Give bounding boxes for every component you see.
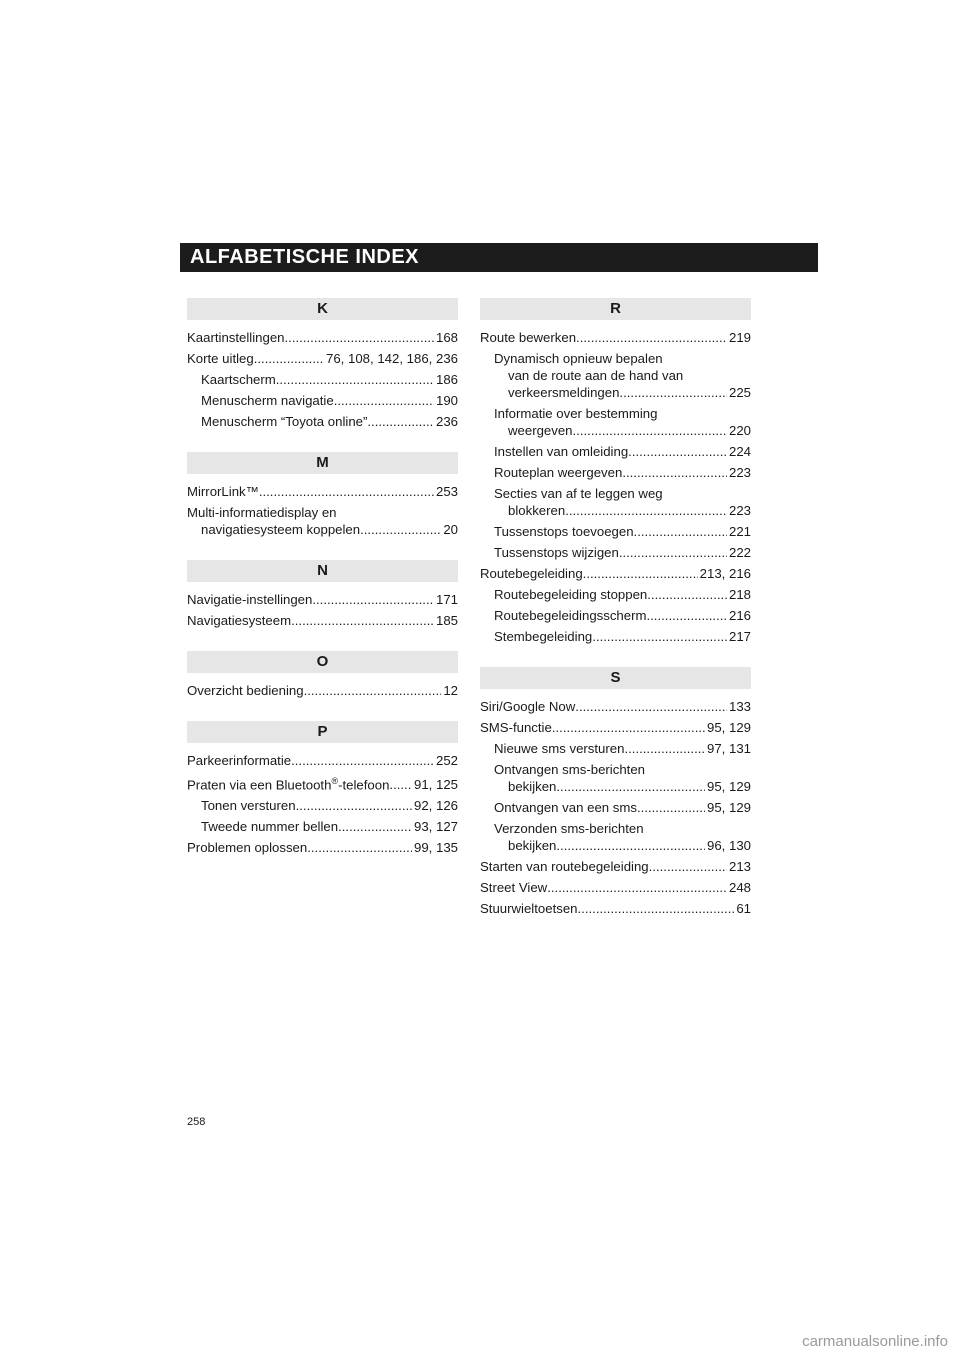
entry-page-ref[interactable]: 93, 127 — [414, 819, 458, 835]
index-entry[interactable] — [187, 371, 458, 388]
entry-page-ref[interactable]: 76, 108, 142, 186, 236 — [326, 351, 458, 366]
entry-label: Problemen oplossen — [187, 840, 308, 856]
entry-page-ref[interactable]: 225 — [728, 385, 751, 400]
index-entry[interactable] — [187, 591, 458, 608]
entry-label: Stuurwieltoetsen — [480, 901, 578, 916]
entry-continuation — [494, 837, 751, 854]
index-entry[interactable] — [480, 586, 751, 603]
entry-label: Verzonden sms-berichten — [494, 821, 644, 836]
entry-label: Route bewerken — [480, 330, 577, 345]
dot-leader — [307, 839, 412, 856]
index-entry[interactable] — [187, 329, 458, 346]
entry-label: Kaartscherm — [201, 372, 276, 387]
entry-continuation — [494, 778, 751, 795]
entry-label: Kaartinstellingen — [187, 330, 285, 345]
index-entry[interactable] — [480, 858, 751, 875]
entry-label-continued: weergeven — [508, 423, 573, 438]
index-section-o — [187, 651, 458, 699]
dot-leader — [624, 740, 705, 757]
entry-label: Menuscherm “Toyota online” — [201, 414, 368, 429]
index-entry[interactable] — [187, 818, 458, 835]
entry-label: Multi-informatiedisplay en — [187, 505, 337, 520]
index-section-n — [187, 560, 458, 629]
entry-label: Routebegeleidingsscherm — [494, 608, 647, 623]
entry-label-continued: blokkeren — [508, 503, 566, 518]
entry-label-continued: van de route aan de hand van — [508, 368, 684, 383]
entry-page-ref[interactable]: 222 — [728, 545, 751, 560]
index-column-left — [187, 298, 458, 878]
index-entry[interactable] — [187, 797, 458, 814]
dot-leader — [565, 502, 727, 519]
entry-page-ref[interactable]: 96, 130 — [707, 838, 751, 853]
entry-page-ref[interactable]: 253 — [435, 484, 458, 499]
dot-leader — [578, 900, 735, 917]
index-entry[interactable] — [187, 682, 458, 699]
entry-page-ref[interactable]: 185 — [435, 613, 458, 628]
section-entries — [187, 483, 458, 538]
index-entry[interactable] — [187, 350, 458, 367]
dot-leader — [649, 858, 727, 875]
entry-page-ref[interactable]: 12 — [443, 683, 458, 698]
dot-leader — [637, 799, 705, 816]
entry-label: Overzicht bediening — [187, 683, 304, 698]
entry-page-ref[interactable]: 92, 126 — [414, 798, 458, 814]
entry-label: Parkeerinformatie — [187, 753, 292, 768]
dot-leader — [367, 413, 434, 430]
dot-leader — [576, 329, 727, 346]
entry-page-ref[interactable]: 224 — [728, 444, 751, 459]
dot-leader — [647, 586, 727, 603]
index-entry[interactable] — [480, 329, 751, 346]
entry-page-ref[interactable]: 95, 129 — [707, 720, 751, 735]
dot-leader — [285, 329, 434, 346]
index-section-p — [187, 721, 458, 856]
dot-leader — [259, 483, 434, 500]
index-entry[interactable] — [480, 900, 751, 917]
entry-page-ref[interactable]: 99, 135 — [414, 840, 458, 856]
entry-page-ref[interactable]: 223 — [728, 503, 751, 518]
dot-leader — [304, 682, 442, 699]
index-entry[interactable] — [480, 405, 751, 439]
index-entry[interactable] — [480, 523, 751, 540]
entry-page-ref[interactable]: 190 — [435, 393, 458, 408]
entry-label: Ontvangen sms-berichten — [494, 762, 645, 777]
entry-page-ref[interactable]: 171 — [435, 592, 458, 607]
dot-leader — [254, 350, 324, 367]
entry-page-ref[interactable]: 91, 125 — [414, 777, 458, 793]
section-letter-header: P — [187, 721, 458, 743]
index-entry[interactable] — [480, 698, 751, 715]
dot-leader — [312, 591, 434, 608]
dot-leader — [619, 384, 727, 401]
entry-label: Praten via een Bluetooth®-telefoon — [187, 776, 390, 793]
entry-label-continued: verkeersmeldingen — [508, 385, 620, 400]
entry-label: Tussenstops wijzigen — [494, 545, 619, 560]
entry-page-ref[interactable]: 20 — [443, 522, 458, 537]
index-entry[interactable] — [480, 607, 751, 624]
section-letter-header: N — [187, 560, 458, 582]
entry-continuation — [494, 502, 751, 519]
entry-label: Starten van routebegeleiding — [480, 859, 649, 874]
entry-label: Instellen van omleiding — [494, 444, 629, 459]
dot-leader — [646, 607, 727, 624]
index-section-k — [187, 298, 458, 430]
section-entries — [187, 752, 458, 856]
index-entry[interactable] — [480, 485, 751, 519]
index-entry[interactable] — [480, 740, 751, 757]
section-entries — [480, 698, 751, 917]
index-entry[interactable] — [480, 544, 751, 561]
index-entry[interactable] — [480, 799, 751, 816]
section-entries — [187, 329, 458, 430]
dot-leader — [573, 422, 727, 439]
dot-leader — [592, 628, 727, 645]
dot-leader — [622, 464, 727, 481]
index-entry[interactable] — [480, 443, 751, 460]
section-letter-header: O — [187, 651, 458, 673]
index-section-m — [187, 452, 458, 538]
index-entry[interactable] — [480, 879, 751, 896]
entry-page-ref[interactable]: 218 — [728, 587, 751, 602]
entry-label: Informatie over bestemming — [494, 406, 658, 421]
entry-label: Routeplan weergeven — [494, 465, 623, 480]
dot-leader — [338, 818, 412, 835]
entry-label: Stembegeleiding — [494, 629, 593, 644]
index-entry[interactable] — [187, 752, 458, 769]
entry-page-ref[interactable]: 220 — [728, 423, 751, 438]
dot-leader — [583, 565, 698, 582]
dot-leader — [552, 719, 705, 736]
index-entry[interactable] — [187, 392, 458, 409]
entry-label: Ontvangen van een sms — [494, 800, 637, 815]
watermark: carmanualsonline.info — [802, 1333, 948, 1350]
entry-label: Korte uitleg — [187, 351, 254, 366]
entry-page-ref[interactable]: 97, 131 — [707, 741, 751, 756]
section-letter-header: K — [187, 298, 458, 320]
entry-label: SMS-functie — [480, 720, 552, 735]
section-letter-header: R — [480, 298, 751, 320]
entry-label: Navigatie-instellingen — [187, 592, 313, 607]
entry-label: Tussenstops toevoegen — [494, 524, 634, 539]
index-entry[interactable] — [187, 839, 458, 856]
entry-label: Routebegeleiding — [480, 566, 583, 581]
entry-page-ref[interactable]: 186 — [435, 372, 458, 387]
entry-page-ref[interactable]: 216 — [728, 608, 751, 623]
dot-leader — [628, 443, 727, 460]
entry-page-ref[interactable]: 221 — [728, 524, 751, 539]
index-column-right — [480, 298, 751, 939]
entry-label-continued: bekijken — [508, 779, 557, 794]
entry-label: Tonen versturen — [201, 798, 296, 814]
entry-label: Nieuwe sms versturen — [494, 741, 625, 756]
entry-label: Siri/Google Now — [480, 699, 576, 714]
index-entry[interactable] — [480, 820, 751, 854]
entry-page-ref[interactable]: 217 — [728, 629, 751, 644]
index-entry[interactable] — [187, 483, 458, 500]
page-number: 258 — [187, 1116, 206, 1128]
entry-continuation — [494, 422, 751, 439]
entry-label: Tweede nummer bellen — [201, 819, 339, 835]
dot-leader — [296, 797, 412, 814]
dot-leader — [556, 778, 705, 795]
entry-page-ref[interactable]: 95, 129 — [707, 800, 751, 815]
dot-leader — [575, 698, 727, 715]
index-entry[interactable] — [187, 612, 458, 629]
entry-continuation — [187, 521, 458, 538]
entry-page-ref[interactable]: 61 — [736, 901, 751, 916]
section-entries — [187, 591, 458, 629]
index-entry[interactable] — [187, 413, 458, 430]
entry-label-continued: navigatiesysteem koppelen — [201, 522, 361, 537]
entry-page-ref[interactable]: 168 — [435, 330, 458, 345]
dot-leader — [547, 879, 727, 896]
entry-label: Navigatiesysteem — [187, 613, 292, 628]
entry-page-ref[interactable]: 219 — [728, 330, 751, 345]
section-letter-header: S — [480, 667, 751, 689]
entry-label-continued: bekijken — [508, 838, 557, 853]
entry-page-ref[interactable]: 133 — [728, 699, 751, 714]
section-letter-header: M — [187, 452, 458, 474]
entry-label: Secties van af te leggen weg — [494, 486, 663, 501]
entry-label: Routebegeleiding stoppen — [494, 587, 648, 602]
section-entries — [187, 682, 458, 699]
entry-page-ref[interactable]: 252 — [435, 753, 458, 768]
entry-label: Dynamisch opnieuw bepalen — [494, 351, 663, 366]
entry-page-ref[interactable]: 213, 216 — [699, 566, 751, 581]
dot-leader — [291, 612, 434, 629]
dot-leader — [334, 392, 434, 409]
section-entries — [480, 329, 751, 645]
index-entry[interactable] — [480, 350, 751, 401]
entry-page-ref[interactable]: 213 — [728, 859, 751, 874]
dot-leader — [360, 521, 441, 538]
dot-leader — [634, 523, 727, 540]
index-section-r — [480, 298, 751, 645]
entry-label: Street View — [480, 880, 548, 895]
dot-leader — [619, 544, 727, 561]
dot-leader — [389, 776, 412, 793]
dot-leader — [276, 371, 434, 388]
index-entry[interactable] — [187, 773, 458, 793]
index-entry[interactable] — [480, 761, 751, 795]
index-section-s — [480, 667, 751, 917]
dot-leader — [556, 837, 705, 854]
entry-continuation — [494, 384, 751, 401]
entry-label: Menuscherm navigatie — [201, 393, 334, 408]
entry-page-ref[interactable]: 223 — [728, 465, 751, 480]
entry-page-ref[interactable]: 236 — [435, 414, 458, 429]
index-title-banner: ALFABETISCHE INDEX — [180, 243, 818, 272]
index-entry[interactable] — [480, 565, 751, 582]
entry-page-ref[interactable]: 248 — [728, 880, 751, 895]
index-entry[interactable] — [480, 464, 751, 481]
entry-label: MirrorLink™ — [187, 484, 259, 499]
entry-page-ref[interactable]: 95, 129 — [707, 779, 751, 794]
dot-leader — [291, 752, 434, 769]
index-entry[interactable] — [480, 628, 751, 645]
index-entry[interactable] — [480, 719, 751, 736]
index-entry[interactable] — [187, 504, 458, 538]
